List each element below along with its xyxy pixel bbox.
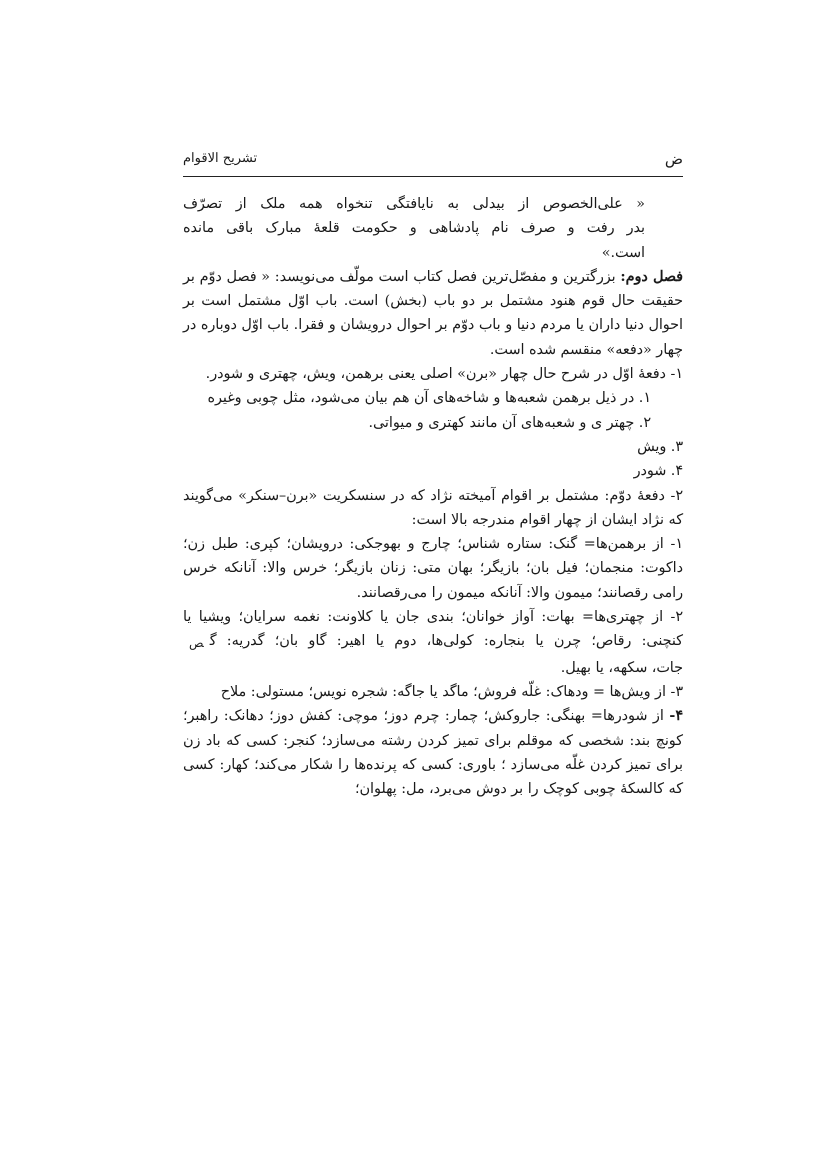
section-two-text: بزرگترین و مفصّل‌ترین فصل کتاب است مولّف می‌نویسد: « فصل دوّم بر حقیقت حال قوم هنود مشتمل بر دو باب (بخش) است. باب اوّل مشتمل است بر احوال دنیا داران یا مردم دنیا و باب دوّم بر احوال درویشان و فقرا. باب اوّل دوباره در چهار «دفعه» منقسم شده است. bbox=[183, 268, 683, 358]
shudra-group-paragraph bbox=[183, 704, 683, 801]
brahmin-group-paragraph: ۱- از برهمن‌ها= گنک: ستاره شناس؛ چارج و بهوجکی: درویشان؛ کپری: طبل زن؛ داکوت: منجمان؛ فیل بان؛ بازیگر؛ بهان متی: زنان بازیگر؛ خرس والا: آنانکه خرس رامی رقصانند؛ میمون والا: آنانکه میمون را می‌رقصانند. bbox=[183, 536, 683, 601]
list-item: ۱. در ذیل برهمن شعبه‌ها و شاخه‌های آن هم بیان می‌شود، مثل چوبی وغیره bbox=[207, 390, 651, 407]
quote-line: « علی‌الخصوص از بیدلی به نایافتگی تنخواه همه ملک از تصرّف bbox=[183, 196, 645, 212]
quote-line: بدر رفت و صرف نام پادشاهی و حکومت قلعهٔ مبارک باقی مانده bbox=[183, 220, 645, 237]
margin-stamp: ص bbox=[189, 636, 204, 651]
kshatriya-group-end: جات، سکهه، یا بهیل. bbox=[560, 659, 683, 676]
list-item: ۴. شودر bbox=[633, 463, 683, 480]
page-body bbox=[183, 192, 683, 801]
shudra-group-label: ۴- bbox=[669, 708, 683, 725]
page-header bbox=[183, 148, 683, 177]
list-item: ۲. چهتر ی و شعبه‌های آن مانند کهتری و میواتی. bbox=[368, 414, 651, 431]
section-two-label: فصل دوم: bbox=[620, 268, 684, 285]
kshatriya-group-paragraph bbox=[183, 605, 683, 656]
shudra-group-text: از شودرها= بهنگی: جاروکش؛ چمار: چرم دوز؛ موچی: کفش دوز؛ دهانک: راهبر؛ کونچ بند: شخصی که موقلم برای تمیز کردن رشته می‌سازد؛ کنجر: کسی که باد زن برای تمیز کردن غلّه می‌سازد ؛ باوری: کسی که پرنده‌ها را شکار می‌کند؛ کهار: کسی که کالسکهٔ چوبی کوچک را بر دوش می‌برد، مل: پهلوان؛ bbox=[183, 708, 683, 798]
page-number: ض bbox=[664, 150, 683, 168]
list-item: ۳. ویش bbox=[637, 438, 683, 455]
quote-line: است.» bbox=[601, 244, 645, 261]
kshatriya-group-text: ۲- از چهتری‌ها= بهات: آواز خوانان؛ بندی جان یا کلاونت: نغمه سرایان؛ ویشیا یا کنچنی: رقاص؛ چرن یا بنجاره: کولی‌ها، دوم یا اهیر: گاو بان؛ گدریه: گ bbox=[183, 609, 683, 650]
running-title: تشریح الاقوام bbox=[183, 151, 258, 166]
block-quote bbox=[183, 192, 683, 265]
vaishya-group-paragraph: ۳- از ویش‌ها = ودهاک: غلّه فروش؛ ماگد یا جاگه: شجره نویس؛ مستولی: ملاح bbox=[220, 683, 683, 700]
dafa-one-paragraph: ۱- دفعهٔ اوّل در شرح حال چهار «برن» اصلی یعنی برهمن، ویش، چهتری و شودر. bbox=[205, 366, 683, 383]
dafa-two-paragraph: ۲- دفعهٔ دوّم: مشتمل بر اقوام آمیخته نژاد که در سنسکریت «برن–سنکر» می‌گویند که نژاد ایشان از چهار اقوام مندرجه بالا است: bbox=[183, 487, 683, 528]
section-two-paragraph bbox=[183, 265, 683, 362]
